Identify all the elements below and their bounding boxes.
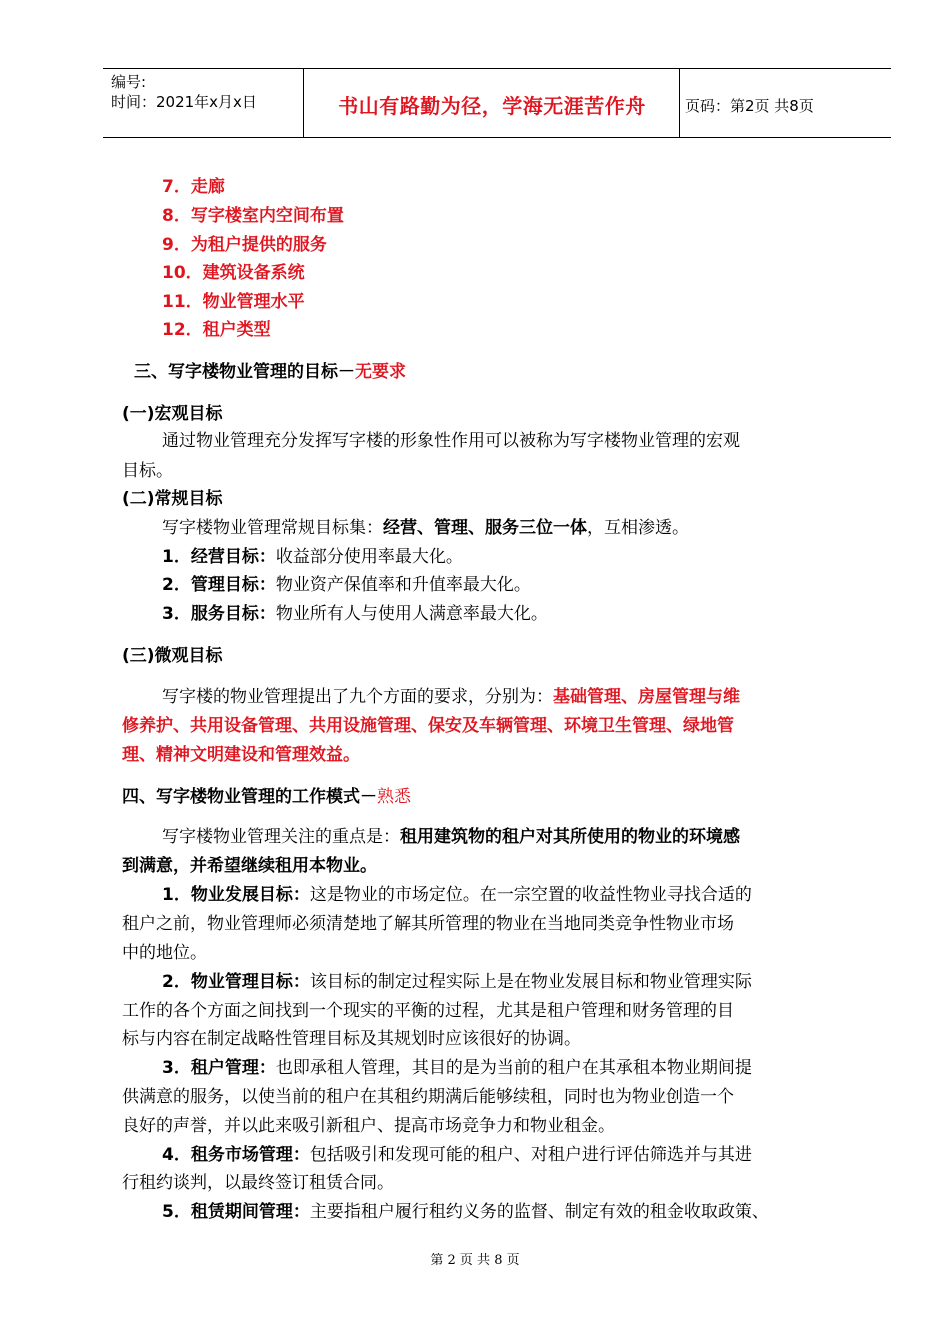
paragraph-line: 租户之前，物业管理师必须清楚地了解其所管理的物业在当地同类竞争性物业市场 [122, 914, 734, 934]
goal-item: 2．管理目标：物业资产保值率和升值率最大化。 [162, 575, 531, 595]
goal-item: 3．服务目标：物业所有人与使用人满意率最大化。 [162, 604, 548, 624]
subsection-heading: (一)宏观目标 [122, 404, 223, 424]
paragraph-line: 供满意的服务，以使当前的租户在其租约期满后能够续租，同时也为物业创造一个 [122, 1087, 734, 1107]
paragraph-line: 目标。 [122, 461, 173, 481]
mode-item: 4．租务市场管理：包括吸引和发现可能的租户、对租户进行评估筛选并与其进 [162, 1145, 752, 1165]
header-motto: 书山有路勤为径，学海无涯苦作舟 [338, 94, 646, 118]
page-footer: 第 2 页 共 8 页 [430, 1253, 520, 1268]
goal-item: 1．经营目标：收益部分使用率最大化。 [162, 547, 463, 567]
subsection-heading: (三)微观目标 [122, 646, 223, 666]
section-heading: 三、写字楼物业管理的目标－无要求 [134, 362, 406, 382]
paragraph-line: 通过物业管理充分发挥写字楼的形象性作用可以被称为写字楼物业管理的宏观 [162, 431, 740, 451]
subsection-heading: (二)常规目标 [122, 489, 223, 509]
heading-note: 熟悉 [377, 787, 411, 807]
paragraph-line: 写字楼的物业管理提出了九个方面的要求，分别为：基础管理、房屋管理与维 [162, 687, 740, 707]
header-meta [111, 72, 257, 112]
paragraph-line: 到满意，并希望继续租用本物业。 [122, 856, 377, 876]
paragraph-line: 理、精神文明建设和管理效益。 [122, 745, 360, 765]
list-item: 10．建筑设备系统 [162, 263, 305, 283]
list-item: 9．为租户提供的服务 [162, 235, 327, 255]
paragraph-line: 中的地位。 [122, 943, 207, 963]
mode-item: 3．租户管理：也即承租人管理，其目的是为当前的租户在其承租本物业期间提 [162, 1058, 752, 1078]
paragraph-line: 修养护、共用设备管理、共用设施管理、保安及车辆管理、环境卫生管理、绿地管 [122, 716, 734, 736]
heading-note: 无要求 [355, 362, 406, 382]
paragraph-line: 工作的各个方面之间找到一个现实的平衡的过程，尤其是租户管理和财务管理的目 [122, 1001, 734, 1021]
mode-item: 1．物业发展目标：这是物业的市场定位。在一宗空置的收益性物业寻找合适的 [162, 885, 752, 905]
mode-item: 2．物业管理目标：该目标的制定过程实际上是在物业发展目标和物业管理实际 [162, 972, 752, 992]
number-label: 编号: [111, 73, 147, 91]
list-item: 12．租户类型 [162, 320, 271, 340]
list-item: 7．走廊 [162, 177, 225, 197]
paragraph-line: 写字楼物业管理关注的重点是：租用建筑物的租户对其所使用的物业的环境感 [162, 827, 740, 847]
list-item: 11．物业管理水平 [162, 292, 305, 312]
paragraph-line: 写字楼物业管理常规目标集：经营、管理、服务三位一体，互相渗透。 [162, 518, 689, 538]
list-item: 8．写字楼室内空间布置 [162, 206, 344, 226]
paragraph-line: 良好的声誉，并以此来吸引新租户、提高市场竞争力和物业租金。 [122, 1116, 615, 1136]
paragraph-line: 标与内容在制定战略性管理目标及其规划时应该很好的协调。 [122, 1029, 581, 1049]
header-divider [679, 69, 680, 137]
header-divider [303, 69, 304, 137]
page-header [103, 68, 891, 138]
mode-item: 5．租赁期间管理：主要指租户履行租约义务的监督、制定有效的租金收取政策、 [162, 1202, 769, 1222]
section-heading: 四、写字楼物业管理的工作模式－熟悉 [122, 787, 411, 807]
header-page-label: 页码：第2页 共8页 [685, 97, 814, 115]
paragraph-line: 行租约谈判，以最终签订租赁合同。 [122, 1173, 394, 1193]
time-label: 时间：2021年x月x日 [111, 93, 257, 111]
